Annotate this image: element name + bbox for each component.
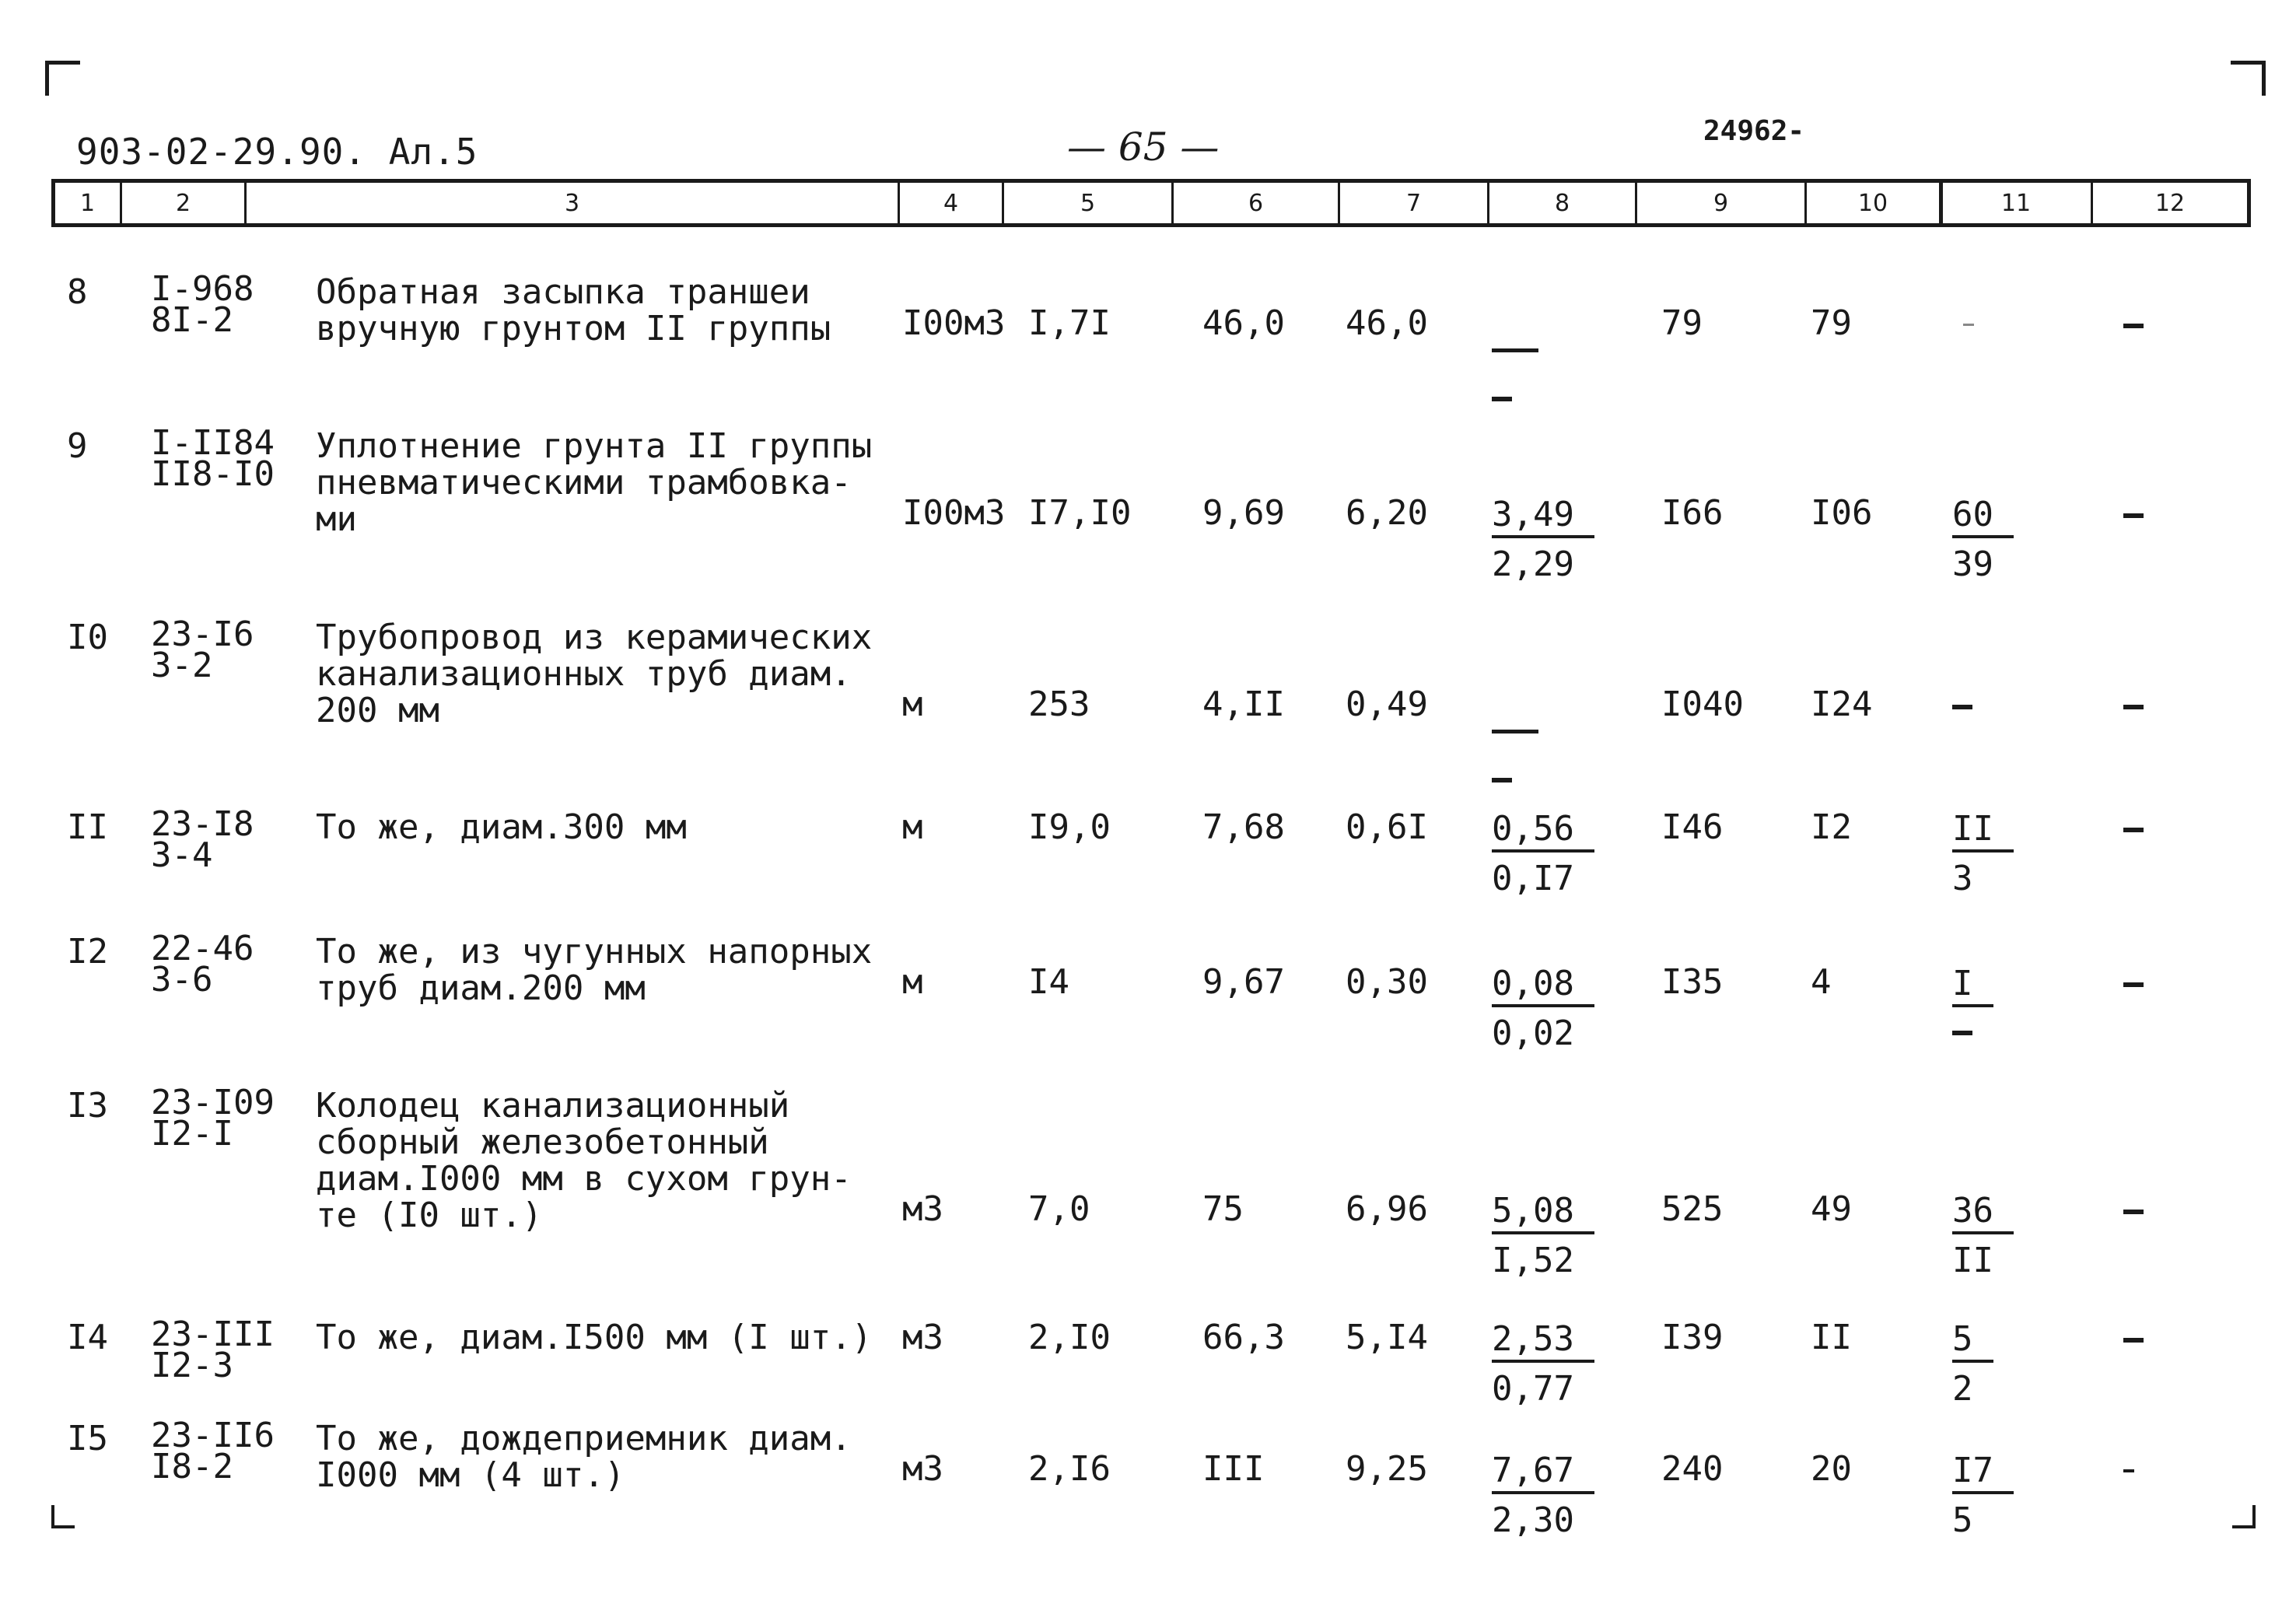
row-col8: [1492, 1451, 1594, 1538]
row-number: I3: [67, 1086, 108, 1126]
row-number: I0: [67, 618, 108, 657]
row-col6: 9,69: [1202, 493, 1285, 533]
row-col10: 20: [1811, 1449, 1852, 1489]
row-code-line2: 8I-2: [151, 300, 233, 340]
col-header-9: 9: [1637, 183, 1807, 223]
row-col8-denominator: 0,77: [1492, 1369, 1574, 1409]
corner-mark-top-right: [2231, 61, 2266, 96]
row-name-line: Трубопровод из керамических: [316, 618, 873, 657]
row-col12-dash: [2123, 982, 2144, 987]
row-col11: [1952, 809, 2014, 896]
row-col8: [1492, 1191, 1594, 1278]
col-header-3: 3: [247, 183, 900, 223]
row-col11-faint-dash: [1963, 324, 1974, 326]
row-name-line: 200 мм: [316, 691, 439, 730]
col-header-1: 1: [55, 183, 122, 223]
row-number: I4: [67, 1318, 108, 1357]
corner-mark-top-left: [45, 61, 80, 96]
row-col10: II: [1811, 1318, 1852, 1357]
row-number: I5: [67, 1419, 108, 1458]
row-col8-numerator: 3,49: [1492, 498, 1594, 538]
col-header-11: 11: [1941, 183, 2093, 223]
row-col8: [1492, 964, 1594, 1051]
row-unit: м: [902, 807, 923, 847]
row-col8-numerator: 7,67: [1492, 1454, 1594, 1494]
row-name-line: канализационных труб диам.: [316, 654, 852, 694]
row-col11-denominator: 39: [1952, 544, 1993, 584]
row-col8-denominator: 0,I7: [1492, 859, 1574, 898]
col-header-6: 6: [1174, 183, 1340, 223]
col-header-4: 4: [900, 183, 1004, 223]
row-col8-num-dash: [1492, 730, 1538, 733]
row-number: I2: [67, 932, 108, 972]
row-code-line2: 3-6: [151, 960, 213, 1000]
row-col11-denominator: 5: [1952, 1500, 1973, 1540]
row-col12-dash: [2123, 324, 2144, 328]
row-col12-dash: [2123, 1210, 2144, 1214]
row-name-line: Уплотнение грунта II группы: [316, 426, 873, 466]
row-code-line1: 23-I09: [151, 1083, 275, 1122]
row-name-line: Колодец канализационный: [316, 1086, 790, 1126]
row-col7: 46,0: [1346, 303, 1428, 343]
row-col8-den-dash: [1492, 397, 1512, 401]
row-col11-denominator-dash: [1952, 1031, 1972, 1035]
row-name-line: сборный железобетонный: [316, 1122, 769, 1162]
page-number: — 65 —: [1067, 124, 1220, 170]
row-col6: 46,0: [1202, 303, 1285, 343]
table-header-continued: [1941, 179, 2251, 227]
row-code-line2: I2-I: [151, 1114, 233, 1154]
row-quantity: 2,I0: [1028, 1318, 1111, 1357]
row-code-line1: 22-46: [151, 929, 254, 968]
row-name-line: вручную грунтом II группы: [316, 309, 831, 348]
row-unit: I00м3: [902, 493, 1006, 533]
col-header-5: 5: [1004, 183, 1174, 223]
row-col8: [1492, 809, 1594, 896]
row-name-line: ми: [316, 499, 357, 539]
row-col6: 9,67: [1202, 962, 1285, 1002]
row-col11-numerator: 5: [1952, 1322, 1993, 1363]
row-col11: [1952, 964, 1993, 1035]
row-col12-dash: [2123, 1338, 2144, 1343]
row-col8-den-dash: [1492, 778, 1512, 782]
row-col9: I39: [1661, 1318, 1724, 1357]
row-quantity: I,7I: [1028, 303, 1111, 343]
row-col10: 79: [1811, 303, 1852, 343]
row-col10: 4: [1811, 962, 1832, 1002]
row-col7: 6,20: [1346, 493, 1428, 533]
row-col11-denominator: II: [1952, 1241, 1993, 1280]
row-col11-numerator: 36: [1952, 1194, 2014, 1234]
row-col8: [1492, 495, 1594, 582]
row-code-line2: I2-3: [151, 1346, 233, 1385]
row-quantity: 7,0: [1028, 1189, 1090, 1229]
row-code-line2: I8-2: [151, 1447, 233, 1486]
row-col12-dash: [2123, 513, 2144, 518]
row-col6: 7,68: [1202, 807, 1285, 847]
row-name-line: труб диам.200 мм: [316, 968, 646, 1008]
row-col9: I35: [1661, 962, 1724, 1002]
row-col12-dash: [2123, 828, 2144, 832]
row-quantity: 2,I6: [1028, 1449, 1111, 1489]
row-col10: 49: [1811, 1189, 1852, 1229]
row-col8-num-dash: [1492, 348, 1538, 352]
row-col9: I46: [1661, 807, 1724, 847]
col-header-10: 10: [1857, 189, 1888, 217]
row-col8-numerator: 2,53: [1492, 1322, 1594, 1363]
row-name-line: диам.I000 мм в сухом грун-: [316, 1159, 852, 1199]
row-quantity: I4: [1028, 962, 1069, 1002]
col-header-12: 12: [2154, 189, 2186, 217]
row-col11: [1952, 1319, 1993, 1409]
row-col7: 6,96: [1346, 1189, 1428, 1229]
row-col12-dash: [2123, 1469, 2134, 1472]
row-col9: 79: [1661, 303, 1703, 343]
row-col8: [1492, 1319, 1594, 1409]
row-code-line2: 3-2: [151, 646, 213, 685]
row-quantity: 253: [1028, 684, 1090, 724]
table-header: [51, 179, 1943, 227]
row-name-line: Обратная засыпка траншеи: [316, 272, 810, 312]
row-unit: м3: [902, 1318, 943, 1357]
row-col8-numerator: 0,08: [1492, 967, 1594, 1007]
row-col6: 66,3: [1202, 1318, 1285, 1357]
row-col11-numerator: I: [1952, 967, 1993, 1007]
row-code-line1: 23-III: [151, 1315, 275, 1354]
row-name-line: То же, из чугунных напорных: [316, 932, 873, 972]
row-number: 8: [67, 272, 88, 312]
row-unit: I00м3: [902, 303, 1006, 343]
row-name-line: те (I0 шт.): [316, 1196, 543, 1235]
corner-mark-bottom-left: [51, 1505, 75, 1528]
row-col9: I040: [1661, 684, 1744, 724]
row-col11: [1952, 1191, 2014, 1278]
row-code-line1: I-968: [151, 269, 254, 309]
row-col8-numerator: 5,08: [1492, 1194, 1594, 1234]
row-code-line2: 3-4: [151, 835, 213, 875]
sheet-id: 24962-: [1703, 115, 1805, 147]
row-col6: III: [1202, 1449, 1265, 1489]
row-col11-numerator: 60: [1952, 498, 2014, 538]
row-number: 9: [67, 426, 88, 466]
corner-mark-bottom-right: [2232, 1505, 2256, 1528]
row-col11: [1952, 1451, 2014, 1538]
row-col8-denominator: I,52: [1492, 1241, 1574, 1280]
row-quantity: I9,0: [1028, 807, 1111, 847]
row-col8-denominator: 2,29: [1492, 544, 1574, 584]
row-col9: I66: [1661, 493, 1724, 533]
row-number: II: [67, 807, 108, 847]
row-unit: м3: [902, 1449, 943, 1489]
row-col7: 5,I4: [1346, 1318, 1428, 1357]
row-col9: 525: [1661, 1189, 1724, 1229]
row-col12-dash: [2123, 705, 2144, 709]
row-code-line2: II8-I0: [151, 454, 275, 494]
row-col11-numerator: I7: [1952, 1454, 2014, 1494]
row-col11-denominator: 2: [1952, 1369, 1973, 1409]
row-quantity: I7,I0: [1028, 493, 1132, 533]
col-header-7: 7: [1340, 183, 1489, 223]
row-col11: [1952, 495, 2014, 582]
row-col11-denominator: 3: [1952, 859, 1973, 898]
row-col10: I24: [1811, 684, 1873, 724]
row-code-line1: I-II84: [151, 423, 275, 463]
row-code-line1: 23-I8: [151, 804, 254, 844]
row-col8-denominator: 2,30: [1492, 1500, 1574, 1540]
row-col8-numerator: 0,56: [1492, 812, 1594, 853]
row-col8-denominator: 0,02: [1492, 1014, 1574, 1053]
row-col7: 9,25: [1346, 1449, 1428, 1489]
row-name-line: То же, диам.I500 мм (I шт.): [316, 1318, 873, 1357]
col-header-8: 8: [1489, 183, 1637, 223]
row-code-line1: 23-I6: [151, 614, 254, 654]
row-unit: м3: [902, 1189, 943, 1229]
row-name-line: То же, дождеприемник диам.: [316, 1419, 852, 1458]
row-col11-dash: [1952, 705, 1972, 709]
row-col9: 240: [1661, 1449, 1724, 1489]
row-col10: I2: [1811, 807, 1852, 847]
row-col6: 4,II: [1202, 684, 1285, 724]
row-unit: м: [902, 962, 923, 1002]
row-name-line: То же, диам.300 мм: [316, 807, 687, 847]
row-col7: 0,30: [1346, 962, 1428, 1002]
col-header-2: 2: [122, 183, 247, 223]
row-col6: 75: [1202, 1189, 1244, 1229]
row-name-line: I000 мм (4 шт.): [316, 1455, 625, 1495]
row-code-line1: 23-II6: [151, 1416, 275, 1455]
row-col7: 0,6I: [1346, 807, 1428, 847]
row-col11-numerator: II: [1952, 812, 2014, 853]
row-unit: м: [902, 684, 923, 724]
row-col10: I06: [1811, 493, 1873, 533]
document-code: 903-02-29.90. Ал.5: [76, 131, 478, 173]
row-col7: 0,49: [1346, 684, 1428, 724]
row-name-line: пневматическими трамбовка-: [316, 463, 852, 502]
